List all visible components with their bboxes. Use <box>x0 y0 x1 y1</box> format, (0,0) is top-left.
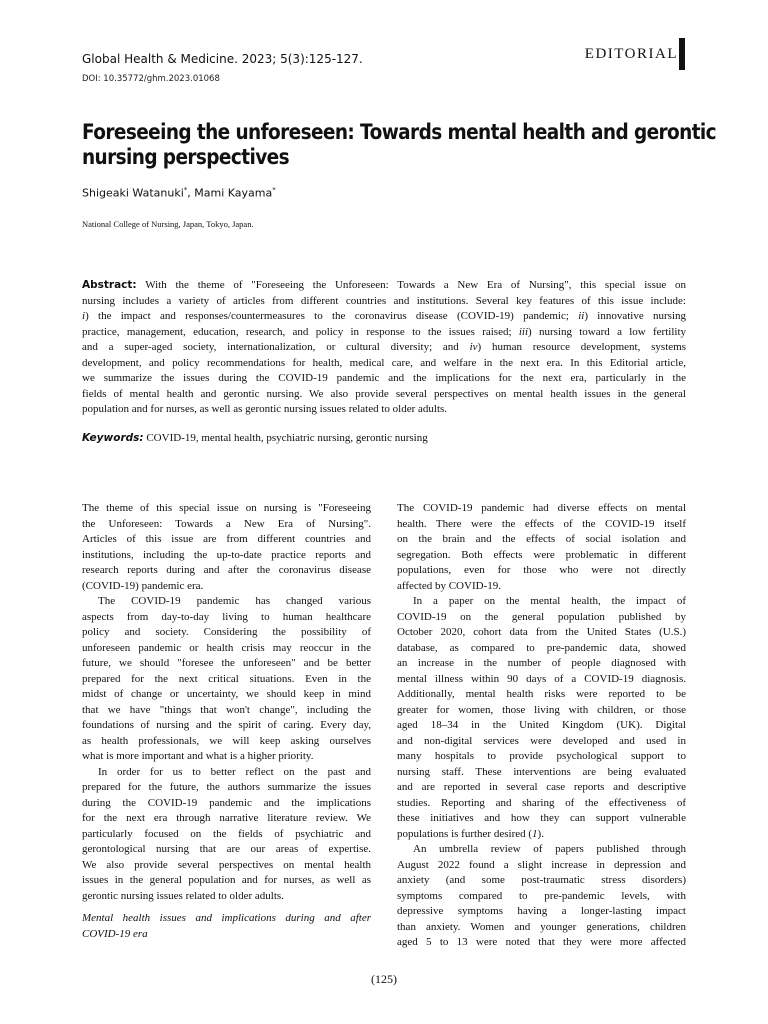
abstract-line: and a super-aged society, internationalization, or cultural diversity; and iv) human resource development, systems <box>82 341 686 353</box>
body-line: than anxiety. Women and younger generations, children <box>397 920 686 933</box>
body-line: these initiatives and how they can support vulnerable <box>397 812 686 824</box>
body-line: October 2020, cohort data from the United States (U.S.) <box>397 626 686 638</box>
body-line: an increase in the number of people diagnosed with <box>397 657 686 669</box>
abstract-line: fields of mental health and gerontic nursing. We also provide several perspectives on mental health issues in the general <box>82 387 686 400</box>
author-name: Mami Kayama <box>194 186 273 200</box>
body-line: aspects from day-to-day living to human healthcare <box>82 610 371 623</box>
body-line: segregation. Both effects were problematic in different <box>397 548 686 561</box>
title-line: Foreseeing the unforeseen: Towards mental health and gerontic <box>82 120 717 145</box>
author-mark: * <box>272 186 276 194</box>
body-line: greater for women, those living with children, or those <box>397 703 686 716</box>
body-line: We also provide several perspectives on mental health <box>82 858 371 871</box>
body-line: An umbrella review of papers published through <box>413 843 686 855</box>
body-line: affected by COVID-19. <box>397 579 501 592</box>
keywords-text: COVID-19, mental health, psychiatric nursing, gerontic nursing <box>146 432 428 444</box>
body-line: COVID-19 on the general population published by <box>397 610 686 623</box>
abstract-line: i) the impact and responses/countermeasures to the coronavirus disease (COVID-19) pandemic; ii) innovative nursing <box>82 310 686 322</box>
body-line: and are reported in several case reports and descriptive <box>397 781 686 793</box>
body-line: depressive symptoms having a longer-lasting impact <box>397 905 686 917</box>
body-line: prepared for the next critical situations. Even in the <box>82 672 371 685</box>
body-line: anxiety (and some post-traumatic stress disorders) <box>397 874 686 886</box>
body-line: future, we should "foresee the unforeseen" and be better <box>82 657 371 669</box>
body-line: during the COVID-19 pandemic and the implications <box>82 796 371 809</box>
abstract-line: Abstract: With the theme of "Foreseeing the Unforeseen: Towards a New Era of Nursing", this special issue on <box>82 279 686 291</box>
author-separator: , <box>187 186 195 200</box>
numeral: ii <box>578 310 585 322</box>
body-line: aged 5 to 13 were noted that they were more affected <box>397 936 686 948</box>
body-line: aged 18–34 in the United Kingdom (UK). Digital <box>397 719 686 731</box>
body-line: health. There were the effects of the COVID-19 itself <box>397 517 686 530</box>
numeral: iii <box>518 325 528 338</box>
body-line: institutions, including the up-to-date practice reports and <box>82 548 371 561</box>
body-line: In order for us to better reflect on the past and <box>98 765 371 778</box>
abstract-line: development, and policy recommendations for health, medical care, and welfare in the next era. In this Editorial article, <box>82 356 686 369</box>
body-line: studies. Reporting and sharing of the effectiveness of <box>397 796 686 809</box>
section-heading: COVID-19 era <box>82 927 148 940</box>
body-line: foundations of nursing and the spirit of caring. Every day, <box>82 719 371 731</box>
body-line: (COVID-19) pandemic era. <box>82 579 204 592</box>
body-line: The COVID-19 pandemic has changed various <box>98 595 371 607</box>
body-line: mental illness within 90 days of a COVID-19 diagnosis. <box>397 672 686 685</box>
abstract-line: we summarize the issues during the COVID-19 pandemic and the implications for the next era, particularly in the <box>82 372 686 384</box>
body-line: the Unforeseen: Towards a New Era of Nursing". <box>82 517 371 530</box>
body-line: research reports during and after the coronavirus disease <box>82 564 371 576</box>
section-label: EDITORIAL <box>584 46 678 62</box>
body-line: database, as compared to pre-pandemic data, showed <box>397 641 686 654</box>
citation-ref[interactable]: 1 <box>532 827 538 840</box>
body-line: gerontic nursing issues related to older adults. <box>82 889 284 902</box>
body-line: populations is further desired (1). <box>397 827 544 840</box>
body-line: In a paper on the mental health, the impact of <box>413 595 686 607</box>
abstract-line: nursing includes a variety of articles from different countries and institutions. Several key features of this issue include: <box>82 294 686 307</box>
body-line: symptoms compared to pre-pandemic levels, with <box>397 889 686 902</box>
body-line: that we have "things that won't change", including the <box>82 703 371 716</box>
body-line: gerontological nursing that are our areas of expertise. <box>82 843 371 855</box>
body-line: particularly focused on the fields of psychiatric and <box>82 827 371 840</box>
author-name: Shigeaki Watanuki <box>82 186 184 200</box>
keywords: Keywords: COVID-19, mental health, psychiatric nursing, gerontic nursing <box>82 432 428 444</box>
affiliation: National College of Nursing, Japan, Tokyo, Japan. <box>82 219 254 229</box>
body-line: policy and society. Considering the possibility of <box>82 626 371 638</box>
abstract-line: practice, management, education, research, and policy in response to the issues raised; iii) nursing toward a low fertility <box>82 325 687 338</box>
body-line: prepared for the future, the authors summarize the issues <box>82 781 371 793</box>
doi: DOI: 10.35772/ghm.2023.01068 <box>82 74 220 84</box>
body-line: Articles of this issue are from different countries and <box>82 533 371 545</box>
body-line: The COVID-19 pandemic had diverse effects on mental <box>397 502 686 514</box>
body-line: midst of change or uncertainty, we should keep in mind <box>82 688 371 700</box>
article-title <box>82 120 717 170</box>
abstract-line: population and for nurses, as well as gerontic nursing issues related to older adults. <box>82 403 448 415</box>
title-line: nursing perspectives <box>82 145 290 170</box>
journal-citation: Global Health & Medicine. 2023; 5(3):125-127. <box>82 52 363 66</box>
section-heading: Mental health issues and implications during and after <box>82 912 371 924</box>
body-line: as health professionals, we will keep asking ourselves <box>82 734 371 747</box>
section-bar <box>679 38 685 70</box>
numeral: iv <box>469 341 478 353</box>
body-line: what is more important and what is a higher priority. <box>82 750 314 762</box>
body-line: Additionally, mental health risks were reported to be <box>397 688 686 700</box>
authors <box>82 186 276 200</box>
body-line: for the next era through narrative literature review. We <box>82 812 371 824</box>
numeral: i <box>82 310 86 322</box>
body-line: issues in the general population and for nurses, as well as <box>82 874 371 886</box>
body-line: August 2022 found a slight increase in depression and <box>397 858 686 871</box>
body-line: on the brain and the effects of social isolation and <box>397 533 686 545</box>
body-line: The theme of this special issue on nursing is "Foreseeing <box>82 502 371 514</box>
author-mark: * <box>183 186 188 194</box>
body-line: unforeseen pandemic or health crisis may reoccur in the <box>82 641 371 654</box>
abstract-label: Abstract: <box>82 279 137 291</box>
page-number: (125) <box>371 972 397 986</box>
body-line: populations, even for those who were not directly <box>397 564 686 576</box>
keywords-label: Keywords <box>82 432 140 444</box>
body-line: many hospitals to provide psychological support to <box>397 750 686 762</box>
body-line: and non-digital services were developed and used in <box>397 734 686 747</box>
body-line: nursing staff. These interventions are being evaluated <box>397 765 686 778</box>
